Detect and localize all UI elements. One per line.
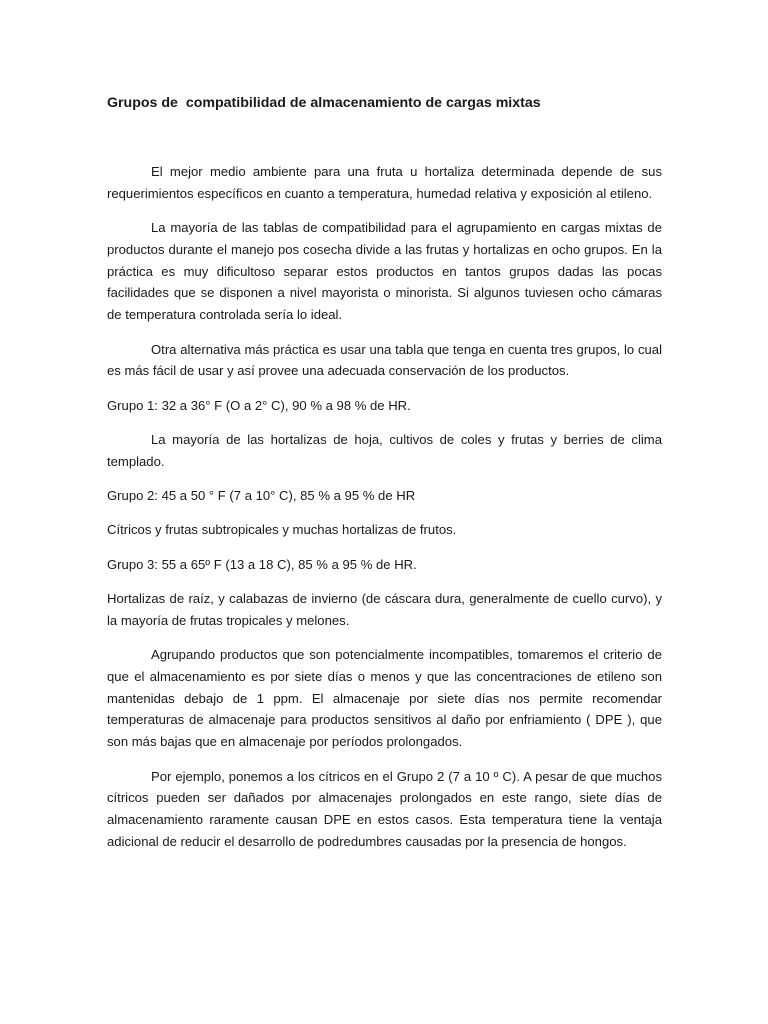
group-1-heading: Grupo 1: 32 a 36° F (O a 2° C), 90 % a 98 % de HR. — [107, 397, 411, 413]
document-body — [107, 161, 662, 865]
paragraph-compatibility-tables: La mayoría de las tablas de compatibilidad para el agrupamiento en cargas mixtas de productos durante el manejo pos cosecha divide a las frutas y hortalizas en ocho grupos. En la práctica es muy dificultoso separar estos productos en tantos grupos dadas las pocas facilidades que se disponen a nivel mayorista o minorista. Si algunos tuviesen ocho cámaras de temperatura controlada sería lo ideal. — [107, 220, 662, 323]
group-2-description: Cítricos y frutas subtropicales y muchas hortalizas de frutos. — [107, 522, 457, 538]
group-1-description: La mayoría de las hortalizas de hoja, cultivos de coles y frutas y berries de clima templado. — [107, 431, 662, 469]
group-3-heading: Grupo 3: 55 a 65º F (13 a 18 C), 85 % a 95 % de HR. — [107, 556, 417, 572]
paragraph-intro: El mejor medio ambiente para una fruta u hortaliza determinada depende de sus requerimientos específicos en cuanto a temperatura, humedad relativa y exposición al etileno. — [107, 164, 662, 201]
paragraph-three-groups: Otra alternativa más práctica es usar una tabla que tenga en cuenta tres grupos, lo cual es más fácil de usar y así provee una adecuada conservación de los productos. — [107, 341, 662, 379]
group-2-heading: Grupo 2: 45 a 50 ° F (7 a 10° C), 85 % a 95 % de HR — [107, 488, 416, 504]
paragraph-citrus-example: Por ejemplo, ponemos a los cítricos en el Grupo 2 (7 a 10 º C). A pesar de que muchos cítricos pueden ser dañados por almacenajes prolongados en este rango, siete días de almacenamiento raramente causan DPE en estos casos. Esta temperatura tiene la ventaja adicional de reducir el desarrollo de podredumbres causadas por la presencia de hongos. — [107, 768, 662, 849]
paragraph-grouping-criteria: Agrupando productos que son potencialmente incompatibles, tomaremos el criterio de que el almacenamiento es por siete días o menos y que las concentraciones de etileno son mantenidas debajo de 1 ppm. El almacenaje por siete días nos permite recomendar temperaturas de almacenaje para productos sensitivos al daño por enfriamiento ( DPE ), que son más bajas que en almacenaje por períodos prolongados. — [107, 647, 662, 750]
document-title: Grupos de compatibilidad de almacenamiento de cargas mixtas — [107, 95, 541, 111]
group-3-description: Hortalizas de raíz, y calabazas de invierno (de cáscara dura, generalmente de cuello curvo), y la mayoría de frutas tropicales y melones. — [107, 590, 662, 628]
